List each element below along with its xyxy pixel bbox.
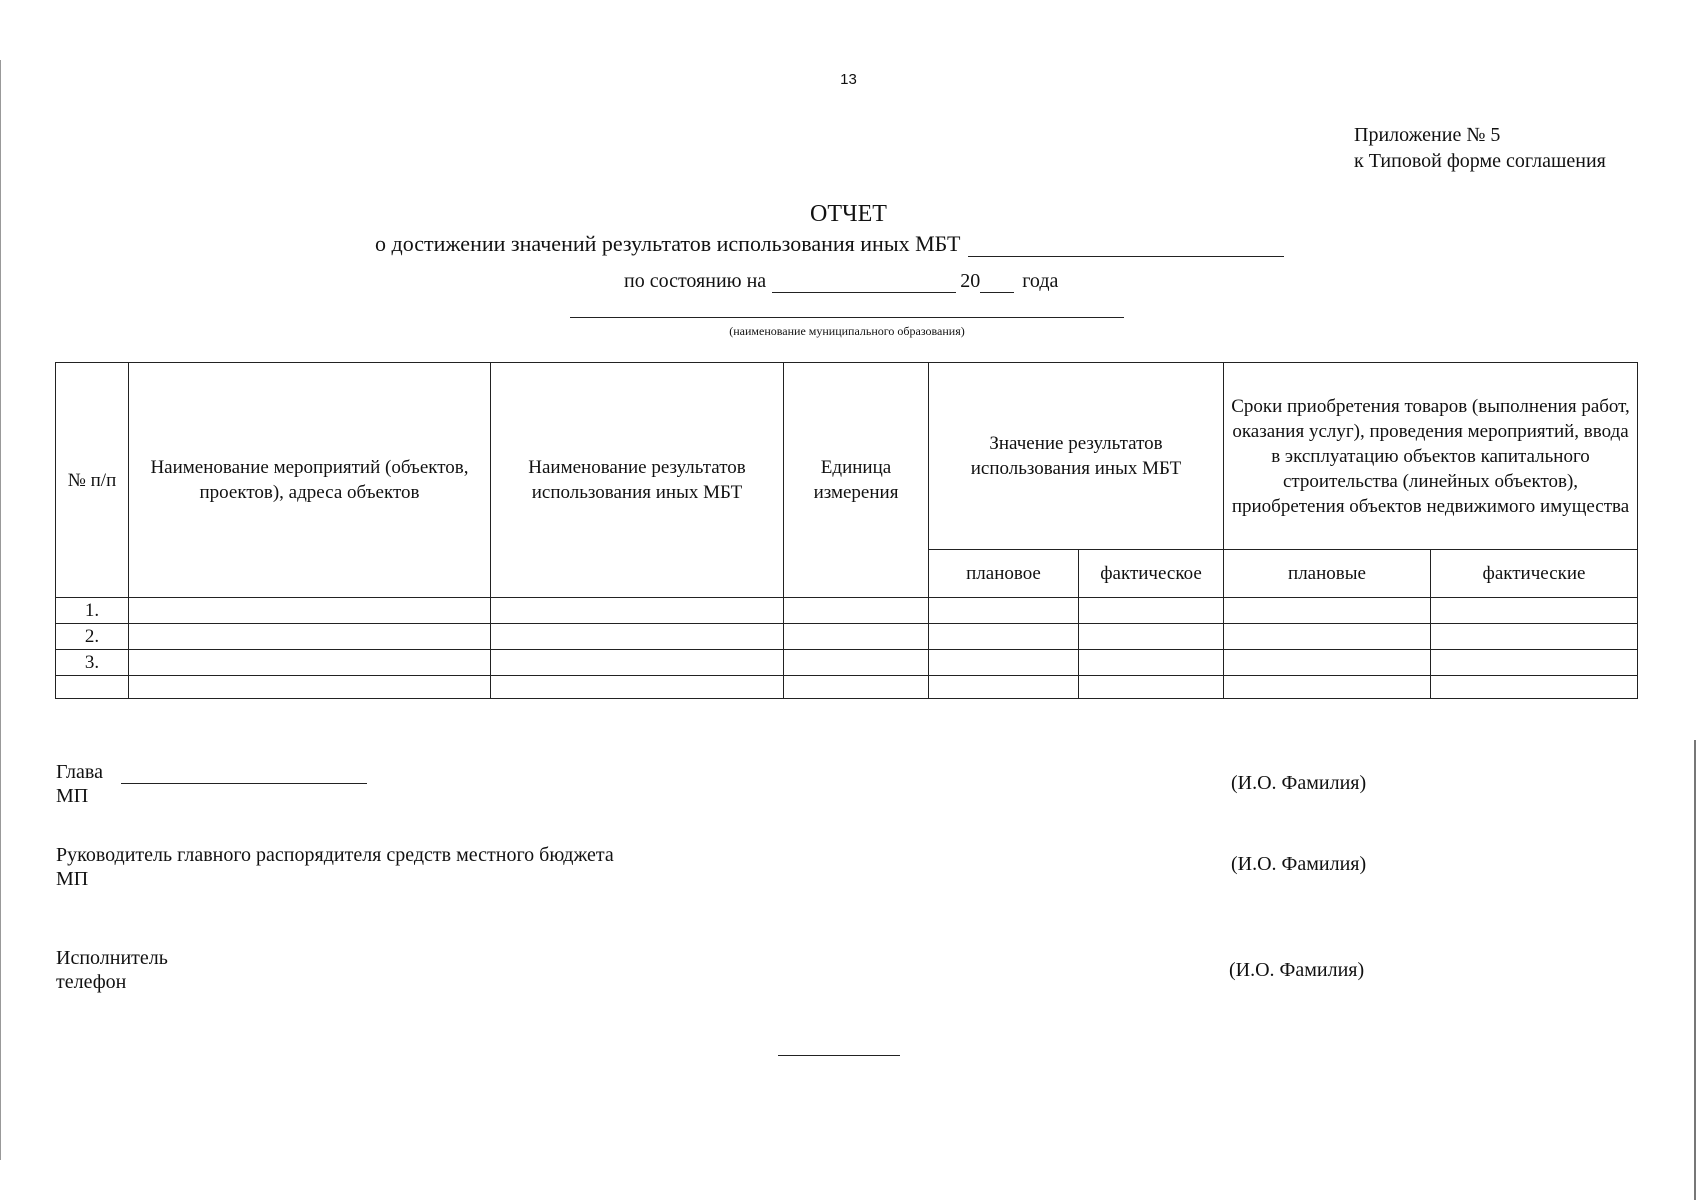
subheader-planned-value: плановое <box>929 550 1079 598</box>
appendix-line-1: Приложение № 5 <box>1354 124 1501 146</box>
table-cell[interactable] <box>491 624 784 650</box>
header-results: Наименование результатов использования иных МБТ <box>491 363 784 598</box>
table-cell[interactable] <box>1224 598 1431 624</box>
table-cell[interactable] <box>491 598 784 624</box>
report-subtitle: о достижении значений результатов использования иных МБТ <box>375 231 961 256</box>
table-cell[interactable] <box>1079 650 1224 676</box>
table-cell[interactable] <box>1079 676 1224 699</box>
executor-label: Исполнитель <box>56 947 168 969</box>
fio-head: (И.О. Фамилия) <box>1231 772 1367 794</box>
table-cell[interactable] <box>1431 598 1638 624</box>
appendix-note <box>1354 122 1606 174</box>
fio-executor: (И.О. Фамилия) <box>1229 959 1365 981</box>
table-cell[interactable] <box>491 676 784 699</box>
table-cell[interactable] <box>1431 650 1638 676</box>
table-row <box>56 650 1638 676</box>
table-cell[interactable] <box>129 676 491 699</box>
report-subtitle-row <box>375 231 1284 257</box>
year-prefix: 20 <box>960 270 981 292</box>
table-row <box>56 624 1638 650</box>
table-cell[interactable] <box>784 598 929 624</box>
table-cell[interactable] <box>129 598 491 624</box>
table-cell[interactable] <box>784 650 929 676</box>
table-cell[interactable] <box>1224 624 1431 650</box>
row-number: 1. <box>56 598 129 624</box>
table-cell[interactable] <box>1431 624 1638 650</box>
header-values: Значение результатов использования иных МБТ <box>929 363 1224 550</box>
table-cell[interactable] <box>1224 676 1431 699</box>
end-divider <box>778 1055 900 1056</box>
head-signature-field[interactable] <box>121 765 367 784</box>
municipal-caption: (наименование муниципального образования) <box>729 324 965 338</box>
subheader-planned-terms: плановые <box>1224 550 1431 598</box>
subheader-actual-terms: фактические <box>1431 550 1638 598</box>
table-cell[interactable] <box>929 676 1079 699</box>
mp-label: МП <box>56 868 89 890</box>
executor-block <box>56 946 168 994</box>
report-table <box>55 362 1638 699</box>
phone-label: телефон <box>56 971 127 993</box>
table-cell[interactable] <box>929 624 1079 650</box>
appendix-line-2: к Типовой форме соглашения <box>1354 150 1606 172</box>
table-cell[interactable] <box>784 676 929 699</box>
mp-label: МП <box>56 785 89 807</box>
table-cell[interactable] <box>1079 598 1224 624</box>
page-number: 13 <box>840 71 857 88</box>
table-cell[interactable] <box>784 624 929 650</box>
header-terms: Сроки приобретения товаров (выполнения работ, оказания услуг), проведения мероприятий, ввода в эксплуатацию объектов капитального строительства (линейных объектов), приобретения объектов недвижимого имущества <box>1224 363 1638 550</box>
year-field[interactable] <box>980 268 1014 293</box>
head-label: Глава <box>56 761 103 783</box>
table-cell[interactable] <box>1079 624 1224 650</box>
page-edge-right <box>1694 740 1696 1200</box>
header-num: № п/п <box>56 363 129 598</box>
table-cell[interactable] <box>129 624 491 650</box>
table-cell[interactable] <box>929 598 1079 624</box>
table-cell[interactable] <box>1431 676 1638 699</box>
table-row <box>56 676 1638 699</box>
date-suffix: года <box>1022 270 1059 292</box>
municipal-name-field[interactable] <box>570 317 1124 318</box>
table-cell[interactable] <box>1224 650 1431 676</box>
table-row <box>56 598 1638 624</box>
row-number: 2. <box>56 624 129 650</box>
date-row <box>624 268 1058 293</box>
subheader-actual-value: фактическое <box>1079 550 1224 598</box>
manager-signature-block <box>56 843 614 891</box>
header-unit: Единица измерения <box>784 363 929 598</box>
fio-manager: (И.О. Фамилия) <box>1231 853 1367 875</box>
date-prefix: по состоянию на <box>624 270 767 292</box>
table-cell[interactable] <box>929 650 1079 676</box>
manager-label: Руководитель главного распорядителя средств местного бюджета <box>56 844 614 866</box>
row-number: 3. <box>56 650 129 676</box>
row-number <box>56 676 129 699</box>
mbt-name-field[interactable] <box>968 232 1284 257</box>
head-signature-block <box>56 760 367 808</box>
report-title: ОТЧЕТ <box>810 201 887 227</box>
table-cell[interactable] <box>129 650 491 676</box>
header-events: Наименование мероприятий (объектов, проектов), адреса объектов <box>129 363 491 598</box>
table-cell[interactable] <box>491 650 784 676</box>
date-field[interactable] <box>772 268 956 293</box>
